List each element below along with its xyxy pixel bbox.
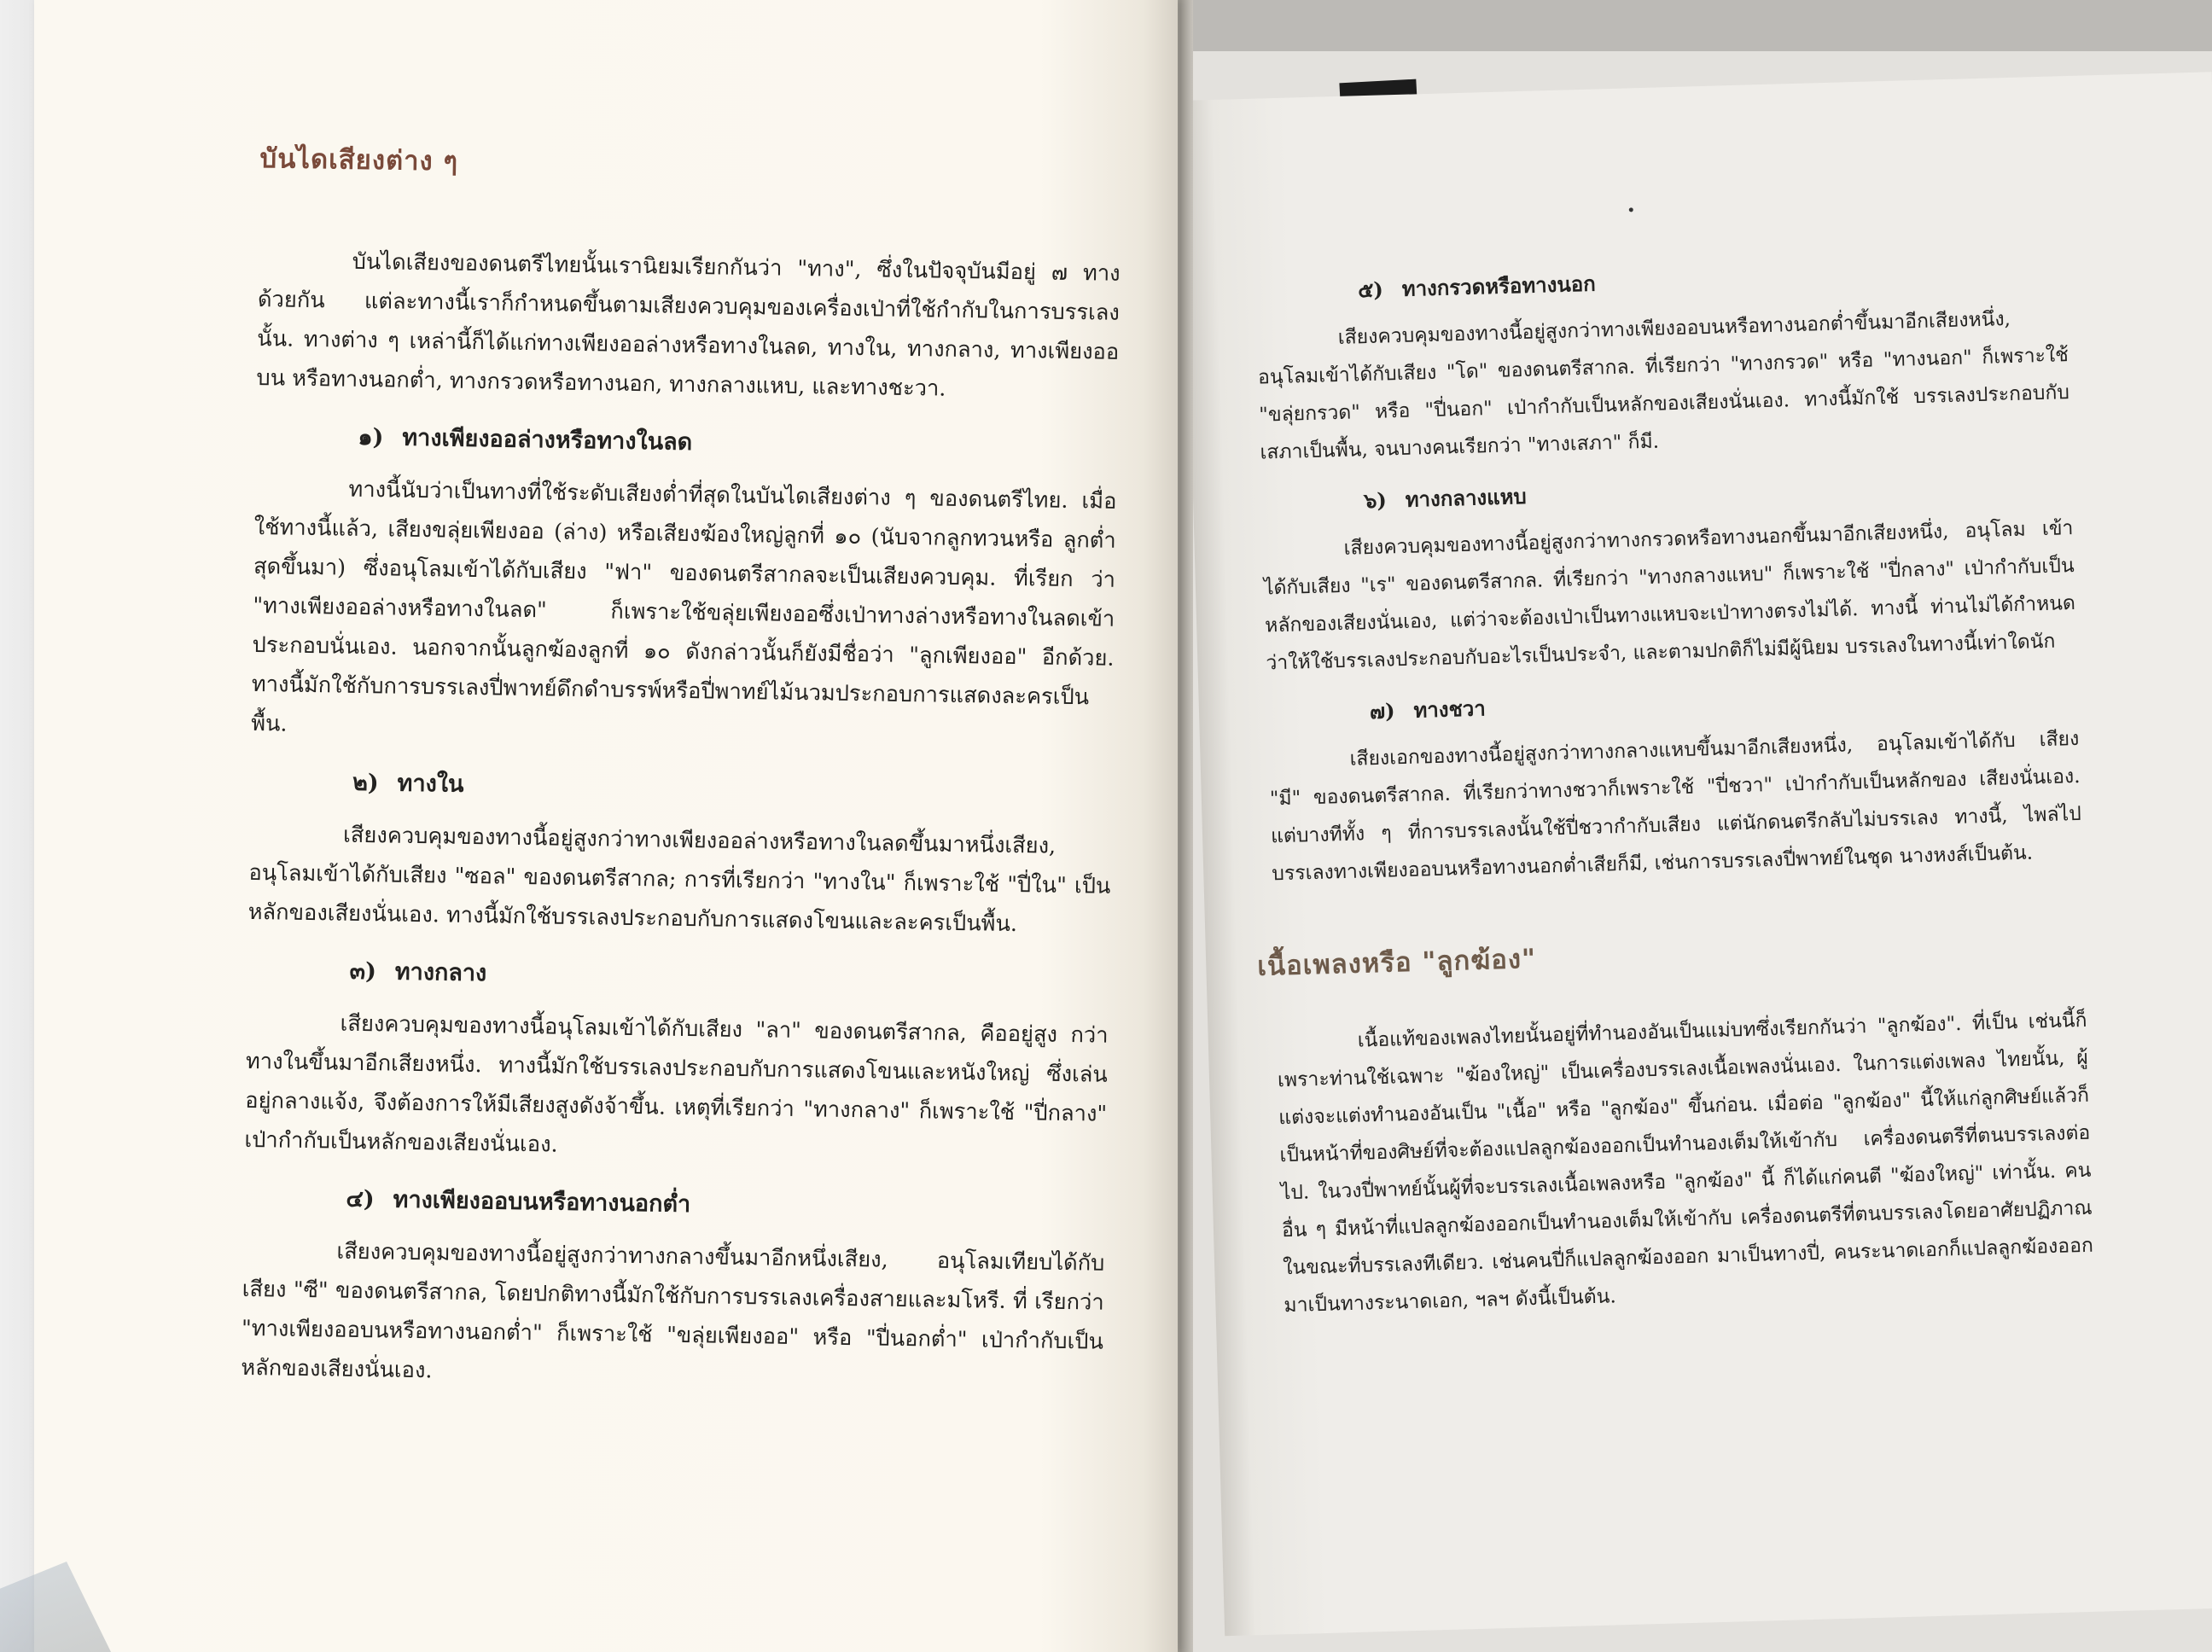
left-page-text [241,137,1122,1401]
section-7-heading [1370,675,2079,728]
section-number: ๔) [346,1185,375,1213]
section-3-text: เสียงควบคุมของทางนี้อนุโลมเข้าได้กับเสียง "ลา" ของดนตรีสากล, คืออยู่สูง กว่าทางในขึ้นมาอีกเสียงหนึ่ง. ทางนี้มักใช้บรรเลงประกอบกับการแสดงโขนและหนังใหญ่ ซึ่งเล่นอยู่กลางแจ้ง, จึงต้องการให้มีเสียงสูงดังจ้าขึ้น. เหตุที่เรียกว่า "ทางกลาง" ก็เพราะใช้ "ปี่กลาง" เป่ากำกับเป็นหลักของเสียงนั่นเอง. [244,1010,1109,1158]
left-page [34,0,1178,1652]
section-2-text: เสียงควบคุมของทางนี้อยู่สูงกว่าทางเพียงออล่างหรือทางในลดขึ้นมาหนึ่งเสียง, อนุโลมเข้าได้กับเสียง "ซอล" ของดนตรีสากล; การที่เรียกว่า "ทางใน" ก็เพราะใช้ "ปี่ใน" เป็นหลักของเสียงนั่นเอง. ทางนี้มักใช้บรรเลงประกอบกับการแสดงโขนและละครเป็นพื้น. [247,822,1111,938]
section-title: ทางเพียงออล่างหรือทางในลด [402,424,693,456]
right-page-text [1254,238,2094,1324]
intro-paragraph: บันไดเสียงของดนตรีไทยนั้นเรานิยมเรียกกันว่า "ทาง", ซึ่งในปัจจุบันมีอยู่ ๗ ทาง ด้วยกัน แต่ละทางนี้เราก็กำหนดขึ้นตามเสียงควบคุมของเครื่องเป่าที่ใช้กำกับในการบรรเลงนั้น. ทางต่าง ๆ เหล่านี้ก็ได้แก่ทางเพียงออล่างหรือทางในลด, ทางใน, ทางกลาง, ทางเพียงออบน หรือทางนอกต่ำ, ทางกรวดหรือทางนอก, ทางกลางแหบ, และทางชะวา. [256,248,1121,402]
section-4-text: เสียงควบคุมของทางนี้อยู่สูงกว่าทางกลางขึ้นมาอีกหนึ่งเสียง, อนุโลมเทียบได้กับ เสียง "ซี" ของดนตรีสากล, โดยปกติทางนี้มักใช้กับการบรรเลงเครื่องสายและมโหรี. ที่ เรียกว่า "ทางเพียงออบนหรือทางนอกต่ำ" ก็เพราะใช้ "ขลุ่ยเพียงออ" หรือ "ปี่นอกต่ำ" เป่ากำกับเป็นหลักของเสียงนั่นเอง. [241,1238,1105,1384]
section-title: ทางกลาง [394,958,487,987]
section-3-heading [349,952,1109,1001]
section-title: ทางใน [397,770,464,798]
section-7-text: เสียงเอกของทางนี้อยู่สูงกว่าทางกลางแหบขึ้นมาอีกเสียงหนึ่ง, อนุโลมเข้าได้กับ เสียง "มี" ของดนตรีสากล. ที่เรียกว่าทางชวาก็เพราะใช้ "ปี่ชวา" เป่ากำกับเป็นหลักของ เสียงนั่นเอง. แต่บางทีทั้ง ๆ ที่การบรรเลงนั้นใช้ปี่ชวากำกับเสียง แต่นักดนตรีกลับไม่บรรเลง ทางนี้, ไพล่ไปบรรเลงทางเพียงออบนหรือทางนอกต่ำเสียก็มี, เช่นการบรรเลงปี่พาทย์ในชุด นางหงส์เป็นต้น. [1269,727,2082,886]
lyrics-section-title: เนื้อเพลงหรือ "ลูกฆ้อง" [1256,943,1537,982]
section-number: ๕) [1357,276,1384,303]
section-title: ทางกรวดหรือทางนอก [1401,270,1597,301]
section-number: ๖) [1363,487,1388,514]
section-4-heading [346,1180,1106,1229]
section-6-heading [1364,464,2073,517]
section-6-text: เสียงควบคุมของทางนี้อยู่สูงกว่าทางกรวดหรือทางนอกขึ้นมาอีกเสียงหนึ่ง, อนุโลม เข้าได้กับเสียง "เร" ของดนตรีสากล. ที่เรียกว่า "ทางกลางแหบ" ก็เพราะใช้ "ปี่กลาง" เป่ากำกับเป็นหลักของเสียงนั่นเอง, แต่ว่าจะต้องเป่าเป็นทางแหบจะเป่าทางตรงไม่ได้. ทางนี้ ท่านไม่ได้กำหนดว่าให้ใช้บรรเลงประกอบกับอะไรเป็นประจำ, และตามปกติก็ไม่มีผู้นิยม บรรเลงในทางนี้เท่าใดนัก [1263,517,2076,675]
section-number: ๑) [358,423,384,451]
section-5-text: เสียงควบคุมของทางนี้อยู่สูงกว่าทางเพียงออบนหรือทางนอกต่ำขึ้นมาอีกเสียงหนึ่ง, อนุโลมเข้าได้กับเสียง "โด" ของดนตรีสากล. ที่เรียกว่า "ทางกรวด" หรือ "ทางนอก" ก็เพราะใช้ "ขลุ่ยกรวด" หรือ "ปี่นอก" เป่ากำกับเป็นหลักของเสียงนั่นเอง. ทางนี้มักใช้ บรรเลงประกอบกับเสภาเป็นพื้น, จนบางคนเรียกว่า "ทางเสภา" ก็มี. [1257,307,2070,464]
section-title: ทางกลางแหบ [1405,483,1528,512]
page-title: บันไดเสียงต่าง ๆ [259,143,459,177]
lyrics-section-text: เนื้อแท้ของเพลงไทยนั้นอยู่ที่ทำนองอันเป็นแม่บทซึ่งเรียกกันว่า "ลูกฆ้อง". ที่เป็น เช่นนี้ก็เพราะท่านใช้เฉพาะ "ฆ้องใหญ่" เป็นเครื่องบรรเลงเนื้อเพลงนั่นเอง. ในการแต่งเพลง ไทยนั้น, ผู้แต่งจะแต่งทำนองอันเป็น "เนื้อ" หรือ "ลูกฆ้อง" ขึ้นก่อน. เมื่อต่อ "ลูกฆ้อง" นี้ให้แก่ลูกศิษย์แล้วก็เป็นหน้าที่ของศิษย์ที่จะต้องแปลลูกฆ้องออกเป็นทำนองเต็มให้เข้ากับ เครื่องดนตรีที่ตนบรรเลงต่อไป. ในวงปี่พาทย์นั้นผู้ที่จะบรรเลงเนื้อเพลงหรือ "ลูกฆ้อง" นี้ ก็ได้แก่คนตี "ฆ้องใหญ่" เท่านั้น. คนอื่น ๆ มีหน้าที่แปลลูกฆ้องออกเป็นทำนองเต็มให้เข้ากับ เครื่องดนตรีที่ตนบรรเลงโดยอาศัยปฏิภาณในขณะที่บรรเลงทีเดียว. เช่นคนปี่ก็แปลลูกฆ้องออก มาเป็นทางปี่, คนระนาดเอกก็แปลลูกฆ้องออกมาเป็นทางระนาดเอก, ฯลฯ ดังนี้เป็นต้น. [1277,1009,2094,1318]
section-number: ๓) [349,957,377,986]
section-1-heading [358,418,1118,467]
page-speck [1629,207,1633,212]
section-number: ๗) [1369,698,1395,724]
section-title: ทางชวา [1413,695,1487,723]
section-title: ทางเพียงออบนหรือทางนอกต่ำ [393,1186,691,1219]
right-page [1182,72,2212,1636]
section-number: ๒) [352,769,379,797]
section-5-heading [1358,253,2067,306]
section-1-text: ทางนี้นับว่าเป็นทางที่ใช้ระดับเสียงต่ำที่สุดในบันไดเสียงต่าง ๆ ของดนตรีไทย. เมื่อ ใช้ทางนี้แล้ว, เสียงขลุ่ยเพียงออ (ล่าง) หรือเสียงฆ้องใหญ่ลูกที่ ๑๐ (นับจากลูกทวนหรือ ลูกต่ำสุดขึ้นมา) ซึ่งอนุโลมเข้าได้กับเสียง "ฟา" ของดนตรีสากลจะเป็นเสียงควบคุม. ที่เรียก ว่า "ทางเพียงออล่างหรือทางในลด" ก็เพราะใช้ขลุ่ยเพียงออซึ่งเป่าทางล่างหรือทางในลดเข้า ประกอบนั่นเอง. นอกจากนั้นลูกฆ้องลูกที่ ๑๐ ดังกล่าวนั้นก็ยังมีชื่อว่า "ลูกเพียงออ" อีกด้วย. ทางนี้มักใช้กับการบรรเลงปี่พาทย์ดึกดำบรรพ์หรือปี่พาทย์ไม้นวมประกอบการแสดงละครเป็นพื้น. [250,476,1117,737]
section-2-heading [352,764,1113,812]
